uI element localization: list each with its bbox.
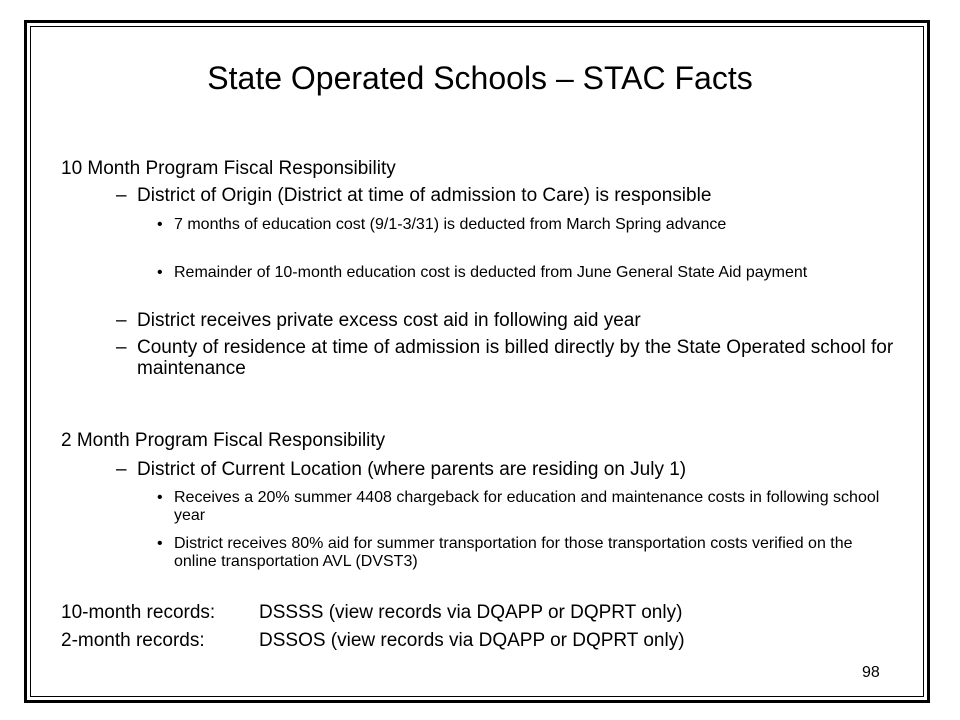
- bullet-icon: •: [157, 535, 163, 552]
- dash-marker: –: [116, 310, 127, 331]
- bullet-item: [157, 535, 897, 571]
- bullet-icon: •: [157, 489, 163, 506]
- list-item: [116, 459, 906, 480]
- bullet-icon: •: [157, 264, 163, 281]
- record-label: 10-month records:: [61, 602, 216, 623]
- bullet-item: [157, 489, 897, 525]
- page-number: 98: [862, 664, 880, 681]
- list-item-text: District of Current Location (where parents are residing on July 1): [137, 459, 687, 480]
- record-row-10-month: [61, 602, 682, 624]
- bullet-text: Remainder of 10-month education cost is deducted from June General State Aid payment: [174, 264, 808, 281]
- dash-marker: –: [116, 459, 127, 480]
- list-item-text: District of Origin (District at time of admission to Care) is responsible: [137, 185, 712, 206]
- list-item-text: County of residence at time of admission is billed directly by the State Operated school for maintenance: [137, 337, 894, 379]
- record-row-2-month: [61, 630, 685, 652]
- bullet-icon: •: [157, 216, 163, 233]
- record-label: 2-month records:: [61, 630, 205, 651]
- dash-marker: –: [116, 185, 127, 206]
- record-value: DSSSS (view records via DQAPP or DQPRT only): [259, 602, 683, 623]
- bullet-item: [157, 264, 897, 282]
- section-heading-2-month: 2 Month Program Fiscal Responsibility: [61, 430, 386, 451]
- list-item: [116, 337, 906, 379]
- dash-marker: –: [116, 337, 127, 358]
- bullet-text: District receives 80% aid for summer transportation for those transportation costs verified on the online transportation AVL (DVST3): [174, 535, 853, 570]
- bullet-text: 7 months of education cost (9/1-3/31) is deducted from March Spring advance: [174, 216, 727, 233]
- list-item-text: District receives private excess cost aid in following aid year: [137, 310, 641, 331]
- list-item: [116, 185, 906, 206]
- bullet-text: Receives a 20% summer 4408 chargeback for education and maintenance costs in following school year: [174, 489, 880, 524]
- list-item: [116, 310, 906, 331]
- bullet-item: [157, 216, 897, 234]
- slide-title: State Operated Schools – STAC Facts: [207, 60, 753, 96]
- section-heading-10-month: 10 Month Program Fiscal Responsibility: [61, 158, 396, 179]
- record-value: DSSOS (view records via DQAPP or DQPRT only): [259, 630, 685, 651]
